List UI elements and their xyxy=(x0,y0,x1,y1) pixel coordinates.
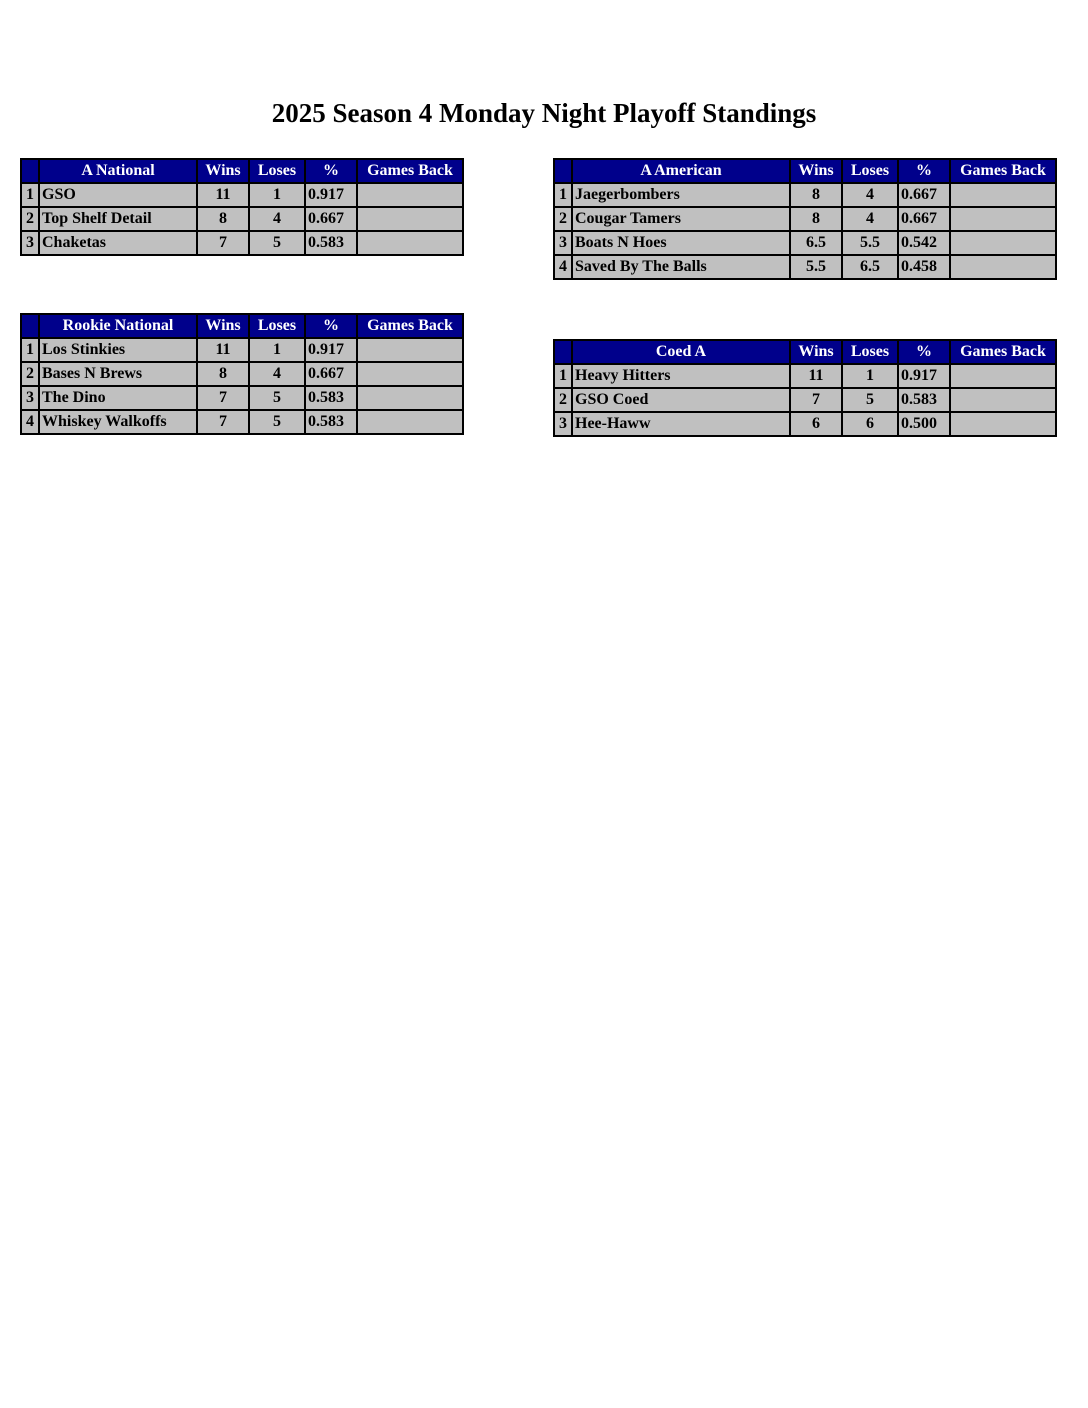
team-cell: Top Shelf Detail xyxy=(39,207,197,231)
games-back-cell xyxy=(950,364,1056,388)
rank-cell: 3 xyxy=(21,386,39,410)
table-row xyxy=(554,412,1056,436)
table-row xyxy=(554,183,1056,207)
loses-cell: 5 xyxy=(842,388,898,412)
team-cell: Jaegerbombers xyxy=(572,183,790,207)
loses-cell: 5 xyxy=(249,410,305,434)
wins-cell: 7 xyxy=(197,410,249,434)
standings-table-a-national xyxy=(20,158,464,256)
wins-cell: 7 xyxy=(197,231,249,255)
wins-cell: 8 xyxy=(197,207,249,231)
table-row xyxy=(554,255,1056,279)
pct-cell: 0.917 xyxy=(305,183,357,207)
rank-cell: 1 xyxy=(21,338,39,362)
pct-cell: 0.917 xyxy=(898,364,950,388)
rank-cell: 3 xyxy=(554,231,572,255)
games-back-header: Games Back xyxy=(950,159,1056,183)
rank-cell: 1 xyxy=(554,364,572,388)
header-row xyxy=(554,340,1056,364)
rank-cell: 1 xyxy=(21,183,39,207)
loses-cell: 1 xyxy=(249,183,305,207)
games-back-cell xyxy=(950,207,1056,231)
pct-cell: 0.667 xyxy=(305,207,357,231)
games-back-cell xyxy=(950,255,1056,279)
loses-cell: 1 xyxy=(249,338,305,362)
page-title: 2025 Season 4 Monday Night Playoff Standings xyxy=(271,98,817,128)
rank-cell: 4 xyxy=(554,255,572,279)
loses-cell: 4 xyxy=(249,207,305,231)
division-name: Rookie National xyxy=(39,314,197,338)
loses-cell: 5 xyxy=(249,231,305,255)
loses-cell: 5 xyxy=(249,386,305,410)
pct-cell: 0.667 xyxy=(898,183,950,207)
team-cell: GSO Coed xyxy=(572,388,790,412)
team-cell: Cougar Tamers xyxy=(572,207,790,231)
team-cell: Boats N Hoes xyxy=(572,231,790,255)
pct-header: % xyxy=(898,340,950,364)
team-cell: Chaketas xyxy=(39,231,197,255)
wins-cell: 11 xyxy=(197,338,249,362)
loses-header: Loses xyxy=(842,340,898,364)
table-row xyxy=(21,386,463,410)
standings-table-rookie-national xyxy=(20,313,464,435)
rank-header xyxy=(554,340,572,364)
loses-cell: 1 xyxy=(842,364,898,388)
games-back-cell xyxy=(950,388,1056,412)
pct-header: % xyxy=(305,314,357,338)
loses-header: Loses xyxy=(249,159,305,183)
wins-cell: 7 xyxy=(197,386,249,410)
team-cell: Saved By The Balls xyxy=(572,255,790,279)
wins-cell: 8 xyxy=(790,183,842,207)
pct-header: % xyxy=(898,159,950,183)
games-back-cell xyxy=(357,386,463,410)
pct-cell: 0.917 xyxy=(305,338,357,362)
rank-cell: 4 xyxy=(21,410,39,434)
games-back-header: Games Back xyxy=(357,314,463,338)
division-name: Coed A xyxy=(572,340,790,364)
pct-cell: 0.667 xyxy=(898,207,950,231)
table-row xyxy=(554,231,1056,255)
division-name: A National xyxy=(39,159,197,183)
games-back-cell xyxy=(950,183,1056,207)
pct-cell: 0.583 xyxy=(305,231,357,255)
pct-cell: 0.458 xyxy=(898,255,950,279)
loses-header: Loses xyxy=(249,314,305,338)
loses-cell: 6.5 xyxy=(842,255,898,279)
team-cell: GSO xyxy=(39,183,197,207)
games-back-header: Games Back xyxy=(357,159,463,183)
pct-header: % xyxy=(305,159,357,183)
games-back-cell xyxy=(357,362,463,386)
standings-table-coed-a xyxy=(553,339,1057,437)
loses-header: Loses xyxy=(842,159,898,183)
wins-cell: 11 xyxy=(790,364,842,388)
rank-cell: 2 xyxy=(21,362,39,386)
wins-cell: 8 xyxy=(790,207,842,231)
header-row xyxy=(21,159,463,183)
team-cell: The Dino xyxy=(39,386,197,410)
wins-cell: 6.5 xyxy=(790,231,842,255)
loses-cell: 4 xyxy=(842,207,898,231)
table-row xyxy=(554,207,1056,231)
wins-cell: 11 xyxy=(197,183,249,207)
rank-cell: 2 xyxy=(21,207,39,231)
table-row xyxy=(21,231,463,255)
wins-header: Wins xyxy=(790,159,842,183)
rank-cell: 3 xyxy=(554,412,572,436)
rank-cell: 2 xyxy=(554,207,572,231)
team-cell: Los Stinkies xyxy=(39,338,197,362)
pct-cell: 0.542 xyxy=(898,231,950,255)
standings-table-a-american xyxy=(553,158,1057,280)
table-row xyxy=(554,388,1056,412)
table-row xyxy=(21,362,463,386)
table-row xyxy=(21,410,463,434)
pct-cell: 0.583 xyxy=(305,386,357,410)
wins-header: Wins xyxy=(197,159,249,183)
loses-cell: 4 xyxy=(249,362,305,386)
games-back-cell xyxy=(950,412,1056,436)
rank-header xyxy=(554,159,572,183)
table-row xyxy=(21,207,463,231)
loses-cell: 4 xyxy=(842,183,898,207)
wins-header: Wins xyxy=(790,340,842,364)
team-cell: Hee-Haww xyxy=(572,412,790,436)
wins-cell: 6 xyxy=(790,412,842,436)
games-back-cell xyxy=(357,231,463,255)
division-name: A American xyxy=(572,159,790,183)
pct-cell: 0.583 xyxy=(305,410,357,434)
games-back-cell xyxy=(357,207,463,231)
games-back-cell xyxy=(950,231,1056,255)
games-back-cell xyxy=(357,338,463,362)
rank-cell: 3 xyxy=(21,231,39,255)
rank-cell: 2 xyxy=(554,388,572,412)
wins-cell: 5.5 xyxy=(790,255,842,279)
header-row xyxy=(21,314,463,338)
rank-cell: 1 xyxy=(554,183,572,207)
wins-cell: 8 xyxy=(197,362,249,386)
rank-header xyxy=(21,159,39,183)
loses-cell: 5.5 xyxy=(842,231,898,255)
pct-cell: 0.583 xyxy=(898,388,950,412)
loses-cell: 6 xyxy=(842,412,898,436)
pct-cell: 0.667 xyxy=(305,362,357,386)
table-row xyxy=(21,183,463,207)
games-back-cell xyxy=(357,183,463,207)
pct-cell: 0.500 xyxy=(898,412,950,436)
header-row xyxy=(554,159,1056,183)
games-back-header: Games Back xyxy=(950,340,1056,364)
rank-header xyxy=(21,314,39,338)
table-row xyxy=(554,364,1056,388)
wins-cell: 7 xyxy=(790,388,842,412)
games-back-cell xyxy=(357,410,463,434)
wins-header: Wins xyxy=(197,314,249,338)
table-row xyxy=(21,338,463,362)
team-cell: Bases N Brews xyxy=(39,362,197,386)
team-cell: Heavy Hitters xyxy=(572,364,790,388)
team-cell: Whiskey Walkoffs xyxy=(39,410,197,434)
